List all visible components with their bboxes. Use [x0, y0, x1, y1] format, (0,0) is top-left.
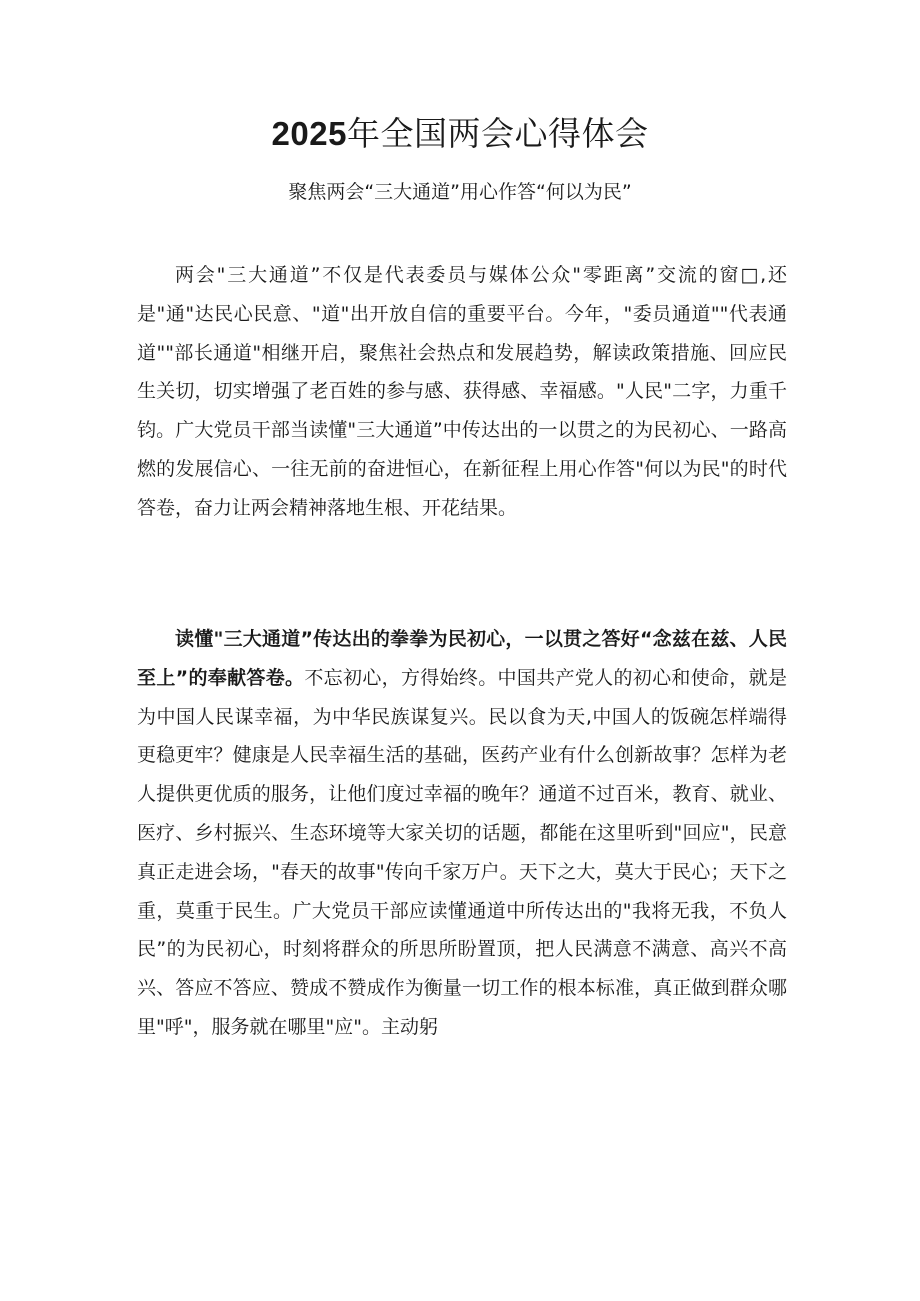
section-body: 不忘初心，方得始终。中国共产党人的初心和使命，就是为中国人民谋幸福，为中华民族谋复兴。民以食为天,中国人的饭碗怎样端得更稳更牢？健康是人民幸福生活的基础，医药产业有什么创新故事？怎样为老人提供更优质的服务，让他们度过幸福的晚年？通道不过百米，教育、就业、医疗、乡村振兴、生态环境等大家关切的话题，都能在这里听到"回应"，民意真正走进会场，"春天的故事"传向千家万户。天下之大，莫大于民心；天下之重，莫重于民生。广大党员干部应读懂通道中所传达出的"我将无我，不负人民”的为民初心，时刻将群众的所思所盼置顶，把人民满意不满意、高兴不高兴、答应不答应、赞成不赞成作为衡量一切工作的根本标准，真正做到群众哪里"呼"，服务就在哪里"应"。主动躬 [137, 666, 787, 1038]
page-title [0, 112, 920, 156]
paragraph-section-1 [137, 620, 787, 1047]
title-year: 2025 [271, 115, 347, 152]
paragraph-intro: 两会"三大通道”不仅是代表委员与媒体公众"零距离”交流的窗□,还是"通"达民心民意、"道"出开放自信的重要平台。今年，"委员通道""代表通道""部长通道"相继开启，聚焦社会热点和发展趋势，解读政策措施、回应民生关切，切实增强了老百姓的参与感、获得感、幸福感。"人民"二字，力重千钧。广大党员干部当读懂"三大通道”中传达出的一以贯之的为民初心、一路高燃的发展信心、一往无前的奋进恒心，在新征程上用心作答"何以为民"的时代答卷，奋力让两会精神落地生根、开花结果。 [137, 264, 787, 519]
section-heading: 读懂"三大通道”传达出的拳拳为民初心，一以贯之答好“念兹在兹、人民至上”的奉献答卷。 [137, 628, 787, 689]
title-text: 年全国两会心得体会 [346, 114, 649, 153]
page-subtitle: 聚焦两会“三大通道”用心作答“何以为民” [288, 181, 632, 203]
